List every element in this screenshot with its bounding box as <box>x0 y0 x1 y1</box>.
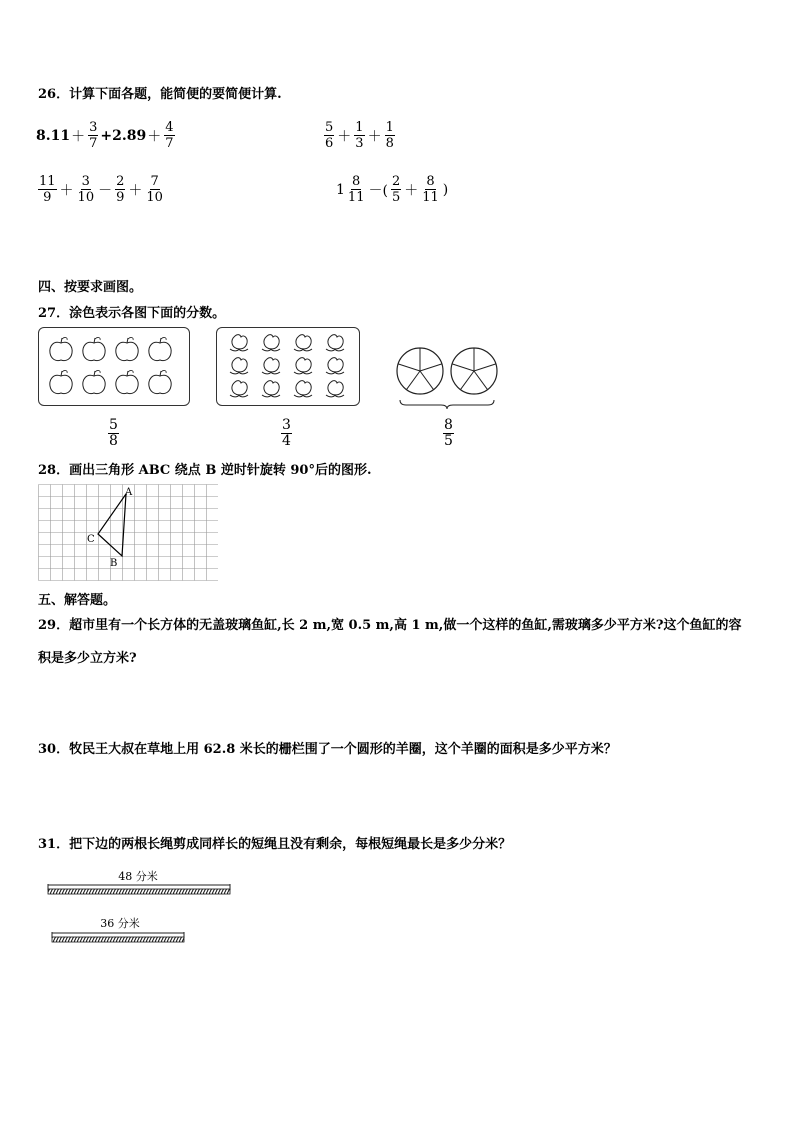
rope-48-label: 48 分米 <box>118 870 158 883</box>
peach-icon <box>326 358 344 374</box>
grid-figure <box>38 484 218 582</box>
triangle-abc <box>98 494 126 556</box>
q26-expr-1: 8.11 ＋ $\frac{3}{7}$ +2.89 ＋ $\frac{4}{7}$ <box>36 120 174 151</box>
vertex-a-label: A <box>125 487 133 498</box>
peach-icon <box>262 381 280 397</box>
q26-expr-2: $\frac{5}{6}$ ＋ $\frac{1}{3}$ ＋ $\frac{1}{8}$ <box>325 120 394 151</box>
section-5-heading: 五、解答题。 <box>38 593 117 608</box>
q26-expr-4: 1 $\frac{8}{11}$ －( $\frac{2}{5}$ ＋ $\frac{8}{11}$ ) <box>336 174 449 205</box>
apple-box <box>38 327 190 406</box>
fraction: $\frac{11}{9}$ <box>39 174 56 205</box>
fraction: $\frac{1}{3}$ <box>355 120 364 151</box>
apple-icon <box>116 370 138 393</box>
peach-icon <box>262 358 280 374</box>
q29-line-2: 积是多少立方米? <box>38 651 137 666</box>
circles-figure <box>392 344 502 410</box>
apple-icon <box>149 370 171 393</box>
q31-title: 31．把下边的两根长绳剪成同样长的短绳且没有剩余，每根短绳最长是多少分米？ <box>38 837 512 852</box>
apple-icon <box>116 337 138 360</box>
circle-divided-5 <box>451 348 497 394</box>
q27-fraction-1: $\frac{5}{8}$ <box>109 417 118 449</box>
q28-title: 28．画出三角形 ABC 绕点 B 逆时针旋转 90°后的图形. <box>38 463 372 478</box>
vertex-c-label: C <box>87 534 95 545</box>
peach-icon <box>294 335 312 351</box>
fraction: $\frac{7}{10}$ <box>146 174 163 205</box>
apples-grid <box>39 328 189 405</box>
apple-icon <box>50 337 72 360</box>
peach-icon <box>230 335 248 351</box>
peach-box <box>216 327 360 406</box>
q26-e1-b: +2.89 <box>100 127 147 144</box>
rope-48 <box>48 869 230 894</box>
fraction: $\frac{8}{11}$ <box>347 174 365 205</box>
rope-36-label: 36 分米 <box>100 917 140 930</box>
fraction: $\frac{4}{7}$ <box>165 120 174 151</box>
fraction: $\frac{5}{6}$ <box>325 120 334 151</box>
peaches-grid <box>217 328 359 405</box>
apple-icon <box>83 370 105 393</box>
q26-title: 26．计算下面各题，能简便的要简便计算. <box>38 87 282 102</box>
peach-icon <box>294 381 312 397</box>
peach-icon <box>326 335 344 351</box>
fraction: $\frac{3}{7}$ <box>89 120 98 151</box>
q26-e1-a: 8.11 <box>36 127 71 144</box>
apple-icon <box>83 337 105 360</box>
q27-title: 27．涂色表示各图下面的分数。 <box>38 306 226 321</box>
fraction: $\frac{1}{8}$ <box>385 120 394 151</box>
fraction: $\frac{3}{10}$ <box>77 174 95 205</box>
section-4-heading: 四、按要求画图。 <box>38 280 143 295</box>
fraction: $\frac{8}{11}$ <box>422 174 439 205</box>
q30-text: 30．牧民王大叔在草地上用 62.8 米长的栅栏围了一个圆形的羊圈，这个羊圈的面积是多少平方米？ <box>38 742 617 757</box>
apple-icon <box>50 370 72 393</box>
ropes-figure <box>44 864 234 949</box>
vertex-b-label: B <box>110 558 118 569</box>
rope-36 <box>52 916 184 942</box>
peach-icon <box>294 358 312 374</box>
apple-icon <box>149 337 171 360</box>
circle-divided-5 <box>397 348 443 394</box>
q27-fraction-3: $\frac{8}{5}$ <box>444 417 453 449</box>
peach-icon <box>230 381 248 397</box>
fraction: $\frac{2}{9}$ <box>116 174 125 205</box>
q26-expr-3: $\frac{11}{9}$ ＋ $\frac{3}{10}$ － $\frac{2}{9}$ ＋ $\frac{7}{10}$ <box>39 174 163 205</box>
q26-e4-whole: 1 <box>336 181 345 198</box>
fraction: $\frac{2}{5}$ <box>391 174 401 205</box>
q29-line-1: 29．超市里有一个长方体的无盖玻璃鱼缸,长 2 m,宽 0.5 m,高 1 m,做一个这样的鱼缸,需玻璃多少平方米?这个鱼缸的容 <box>38 618 742 633</box>
peach-icon <box>326 381 344 397</box>
peach-icon <box>230 358 248 374</box>
peach-icon <box>262 335 280 351</box>
q27-fraction-2: $\frac{3}{4}$ <box>282 417 291 449</box>
brace <box>400 400 494 409</box>
